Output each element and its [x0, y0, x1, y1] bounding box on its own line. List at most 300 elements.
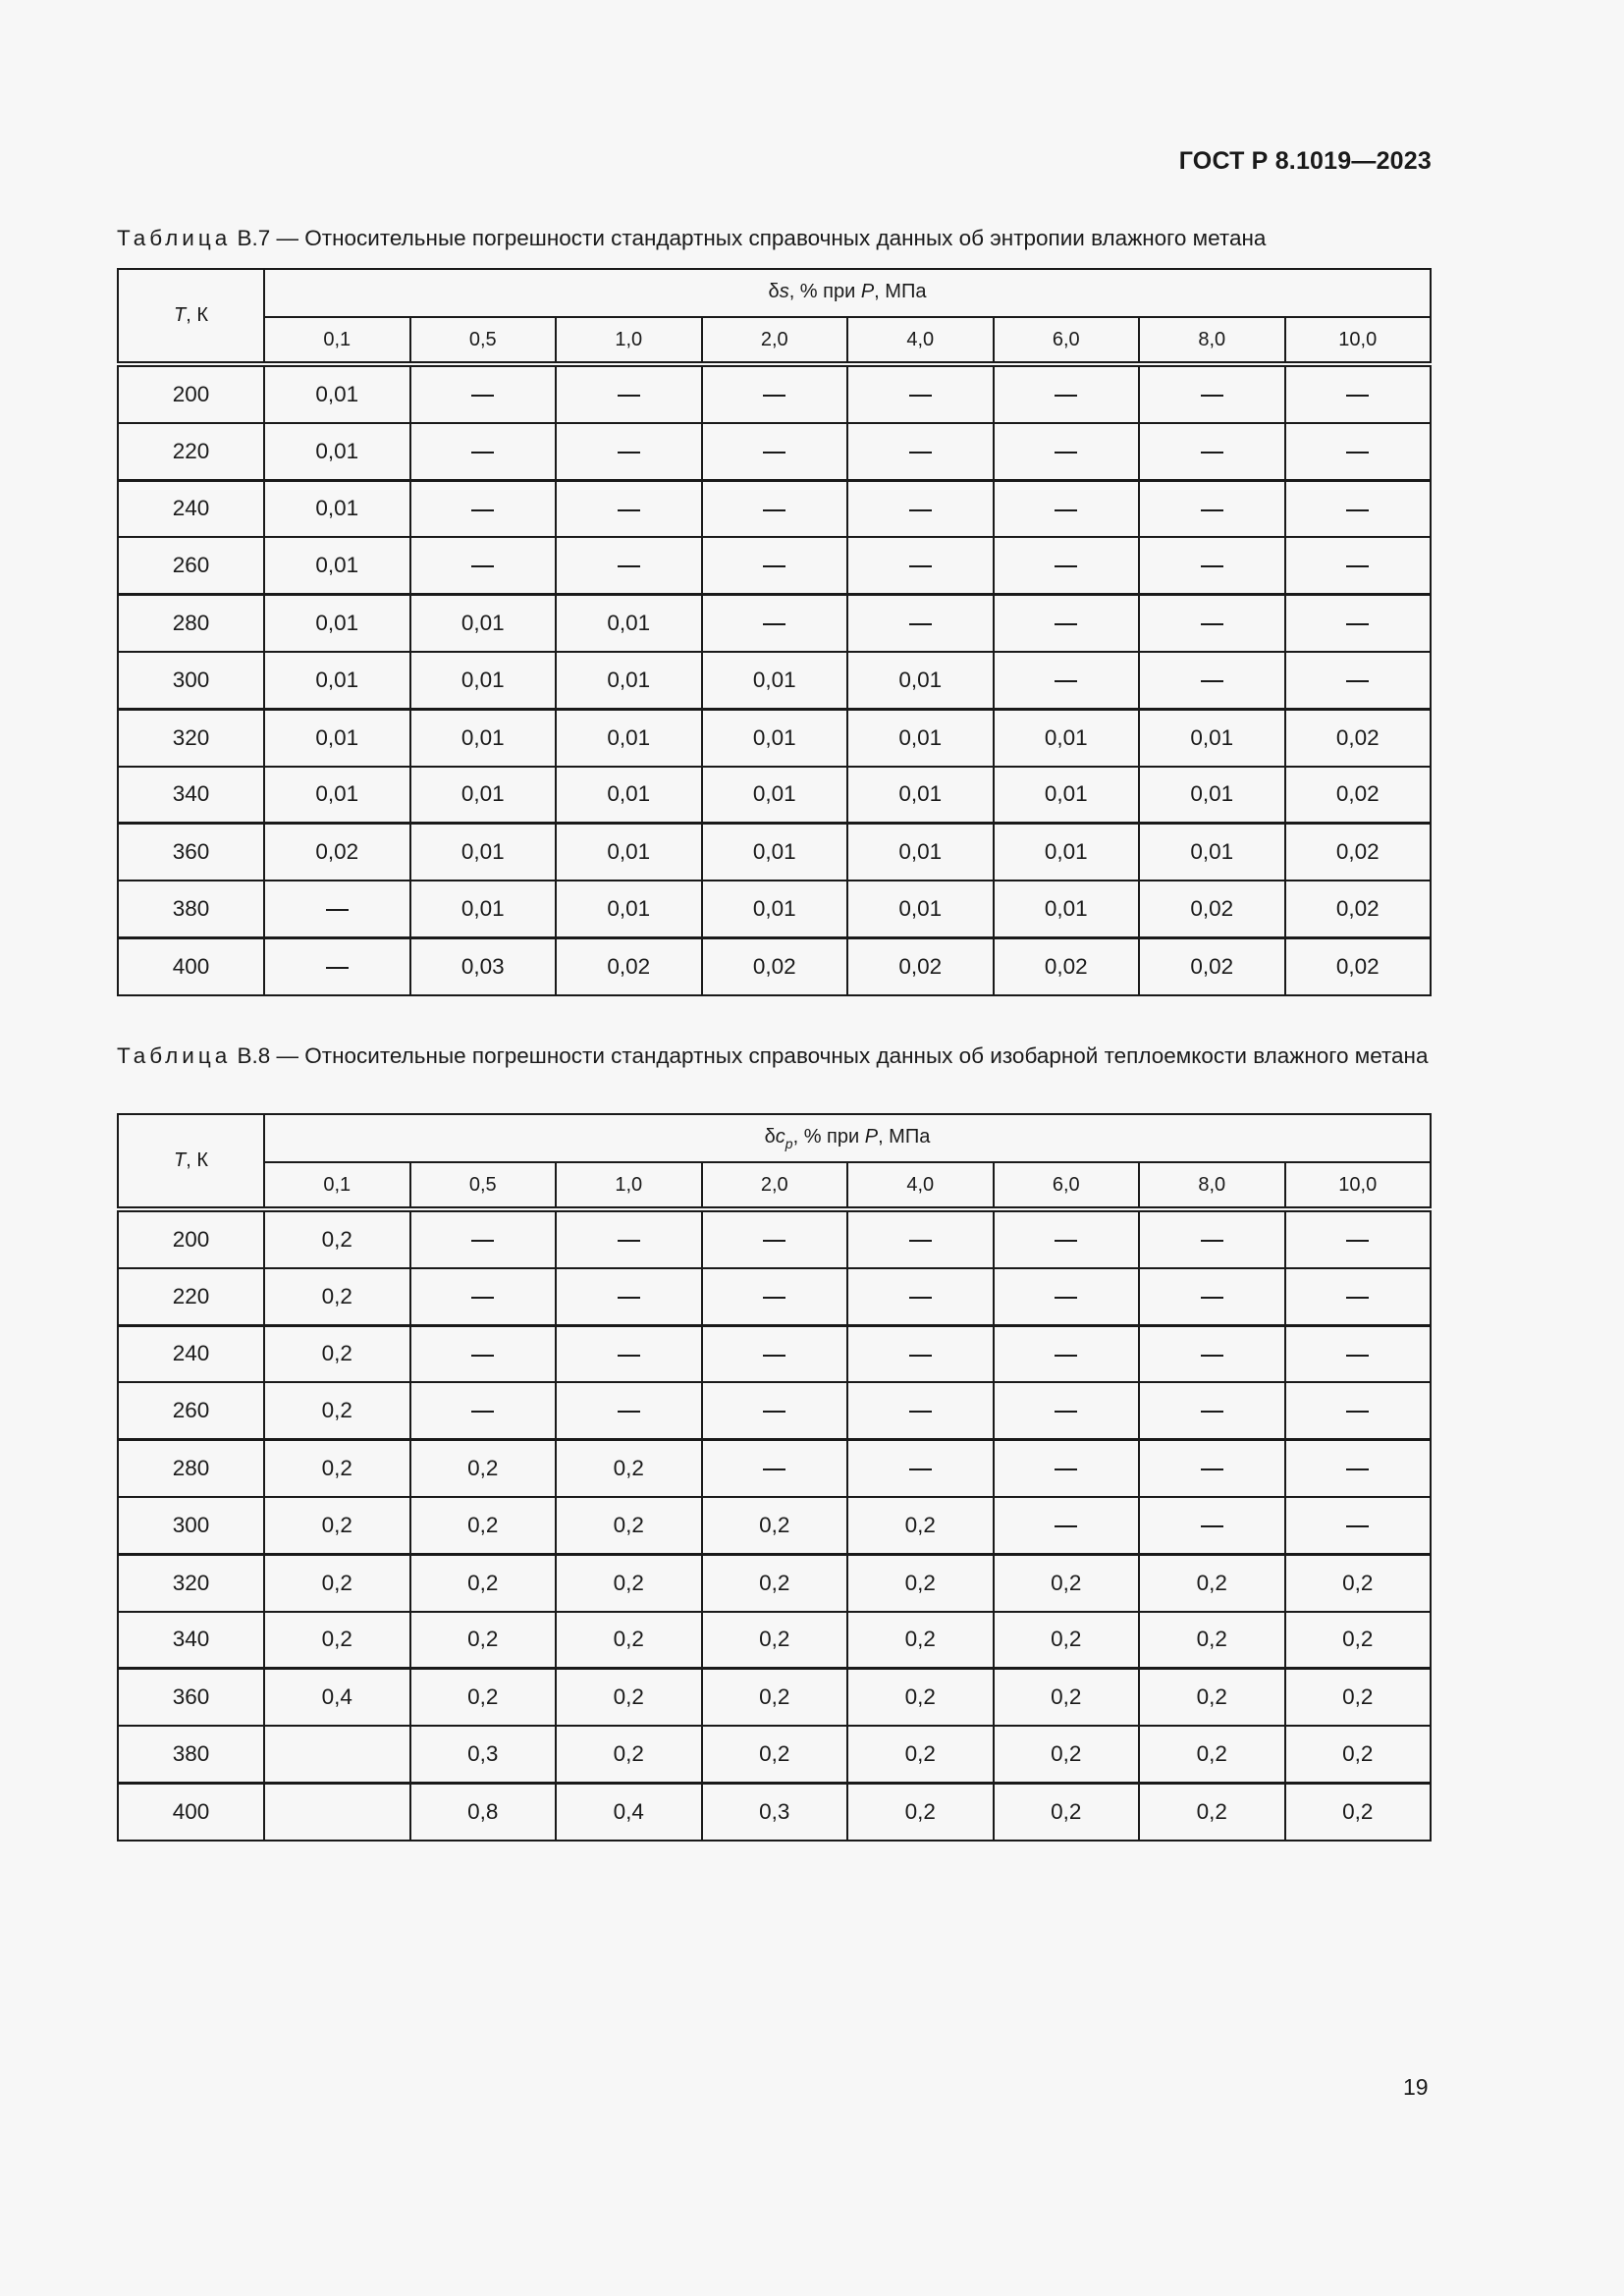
value-cell: 0,2	[1139, 1612, 1285, 1669]
temperature-cell: 320	[118, 1554, 264, 1611]
dash-no-data	[763, 509, 785, 511]
value-cell	[1285, 1268, 1432, 1325]
value-cell	[1139, 1268, 1285, 1325]
dash-no-data	[1055, 1525, 1077, 1527]
value-cell	[1139, 537, 1285, 594]
dash-no-data	[763, 1468, 785, 1470]
table-row	[118, 1554, 1431, 1611]
dash-no-data	[763, 395, 785, 397]
quantity-group-header	[264, 1114, 1431, 1162]
dash-no-data	[1201, 1525, 1223, 1527]
dash-no-data	[1055, 565, 1077, 567]
table-row	[118, 1440, 1431, 1497]
value-cell: 0,2	[1285, 1554, 1432, 1611]
dash-no-data	[1055, 395, 1077, 397]
header-row-pressures	[118, 317, 1431, 364]
value-cell	[702, 1209, 848, 1268]
value-cell	[994, 1497, 1140, 1554]
value-cell: 0,01	[994, 824, 1140, 881]
value-cell: 0,01	[556, 824, 702, 881]
value-cell	[1285, 652, 1432, 709]
value-cell: 0,2	[264, 1382, 410, 1439]
value-cell	[1139, 1325, 1285, 1382]
value-cell: 0,2	[847, 1669, 994, 1726]
dash-no-data	[1055, 1240, 1077, 1242]
pressure-header: 0,1	[264, 317, 410, 364]
value-cell: 0,02	[264, 824, 410, 881]
temperature-cell: 400	[118, 1783, 264, 1840]
table-row	[118, 480, 1431, 537]
value-cell: 0,01	[847, 767, 994, 824]
value-cell: 0,2	[264, 1268, 410, 1325]
value-cell: 0,2	[847, 1783, 994, 1840]
value-cell: 0,2	[410, 1440, 557, 1497]
value-cell	[410, 537, 557, 594]
value-cell: 0,2	[847, 1612, 994, 1669]
value-cell: 0,2	[410, 1669, 557, 1726]
table-row	[118, 1726, 1431, 1783]
value-cell: 0,01	[556, 595, 702, 652]
quantity-symbol: c	[775, 1125, 785, 1148]
table-row	[118, 1497, 1431, 1554]
table-row	[118, 1612, 1431, 1669]
value-cell: 0,2	[994, 1669, 1140, 1726]
dash-no-data	[1346, 623, 1369, 625]
dash-no-data	[1055, 680, 1077, 682]
pressure-header: 6,0	[994, 317, 1140, 364]
value-cell: 0,2	[410, 1497, 557, 1554]
value-cell: 0,2	[1139, 1554, 1285, 1611]
value-cell: 0,01	[994, 767, 1140, 824]
value-cell	[1139, 1440, 1285, 1497]
temperature-cell: 400	[118, 937, 264, 994]
value-cell: 0,2	[702, 1554, 848, 1611]
table-row	[118, 824, 1431, 881]
value-cell: 0,2	[847, 1554, 994, 1611]
dash-no-data	[1201, 1240, 1223, 1242]
value-cell: 0,2	[847, 1726, 994, 1783]
dash-no-data	[618, 452, 640, 454]
value-cell	[1285, 1440, 1432, 1497]
value-cell: 0,02	[994, 937, 1140, 994]
dash-no-data	[1346, 395, 1369, 397]
value-cell: 0,2	[1139, 1726, 1285, 1783]
value-cell: 0,2	[1139, 1783, 1285, 1840]
value-cell	[1139, 1382, 1285, 1439]
value-cell	[702, 1268, 848, 1325]
dash-no-data	[1346, 452, 1369, 454]
dash-no-data	[471, 509, 494, 511]
value-cell	[994, 364, 1140, 423]
dash-no-data	[618, 1411, 640, 1413]
value-cell	[1285, 364, 1432, 423]
quantity-symbol: s	[779, 280, 789, 302]
dash-no-data	[1055, 1355, 1077, 1357]
dash-no-data	[909, 565, 932, 567]
dash-no-data	[1346, 565, 1369, 567]
value-cell: 0,01	[847, 652, 994, 709]
dash-no-data	[763, 1355, 785, 1357]
pressure-unit: , МПа	[874, 280, 927, 302]
dash-no-data	[618, 565, 640, 567]
value-cell: 0,01	[264, 537, 410, 594]
value-cell: 0,2	[264, 1497, 410, 1554]
dash-no-data	[763, 1240, 785, 1242]
value-cell: 0,2	[556, 1554, 702, 1611]
value-cell: 0,2	[410, 1554, 557, 1611]
value-cell	[994, 1440, 1140, 1497]
value-cell	[994, 537, 1140, 594]
temperature-cell: 220	[118, 1268, 264, 1325]
value-cell: 0,01	[264, 709, 410, 766]
header-row-pressures	[118, 1162, 1431, 1209]
dash-no-data	[1346, 1355, 1369, 1357]
value-cell: 0,01	[556, 652, 702, 709]
dash-no-data	[909, 1355, 932, 1357]
pressure-header: 6,0	[994, 1162, 1140, 1209]
value-cell: 0,4	[264, 1669, 410, 1726]
value-cell	[994, 1209, 1140, 1268]
dash-no-data	[618, 1355, 640, 1357]
table-row	[118, 595, 1431, 652]
value-cell: 0,01	[702, 767, 848, 824]
pressure-header: 10,0	[1285, 317, 1432, 364]
value-cell	[847, 423, 994, 480]
value-cell: 0,2	[556, 1726, 702, 1783]
dash-no-data	[471, 565, 494, 567]
value-cell	[847, 595, 994, 652]
value-cell	[847, 1382, 994, 1439]
value-cell	[847, 1325, 994, 1382]
temperature-header	[118, 1114, 264, 1209]
value-cell	[410, 1325, 557, 1382]
dash-no-data	[1201, 1468, 1223, 1470]
quantity-group-header	[264, 269, 1431, 317]
pressure-unit: , МПа	[878, 1125, 931, 1148]
table-row	[118, 1209, 1431, 1268]
dash-no-data	[326, 909, 349, 911]
dash-no-data	[471, 452, 494, 454]
value-cell	[847, 1209, 994, 1268]
dash-no-data	[1201, 509, 1223, 511]
value-cell	[410, 1209, 557, 1268]
pressure-header: 2,0	[702, 317, 848, 364]
table-row	[118, 537, 1431, 594]
table-row	[118, 1669, 1431, 1726]
value-cell	[847, 364, 994, 423]
table-row	[118, 881, 1431, 937]
value-cell: 0,2	[1139, 1669, 1285, 1726]
group-header-text: , % при	[792, 1125, 865, 1148]
table-number: В.8	[237, 1043, 271, 1068]
value-cell: 0,3	[702, 1783, 848, 1840]
value-cell	[847, 480, 994, 537]
value-cell	[1139, 364, 1285, 423]
temperature-cell: 240	[118, 1325, 264, 1382]
value-cell	[702, 595, 848, 652]
value-cell: 0,01	[410, 595, 557, 652]
value-cell: 0,2	[1285, 1783, 1432, 1840]
dash-no-data	[763, 623, 785, 625]
pressure-header: 1,0	[556, 317, 702, 364]
value-cell: 0,01	[1139, 767, 1285, 824]
temperature-cell: 340	[118, 767, 264, 824]
value-cell: 0,2	[410, 1612, 557, 1669]
temperature-header	[118, 269, 264, 364]
value-cell: 0,2	[994, 1554, 1140, 1611]
dash-no-data	[326, 967, 349, 969]
table-row	[118, 1382, 1431, 1439]
dash-no-data	[1346, 509, 1369, 511]
table-row	[118, 652, 1431, 709]
dash-no-data	[1201, 452, 1223, 454]
dash-no-data	[763, 1411, 785, 1413]
table-row	[118, 1268, 1431, 1325]
pressure-header: 4,0	[847, 1162, 994, 1209]
temperature-cell: 280	[118, 595, 264, 652]
value-cell: 0,02	[702, 937, 848, 994]
dash-no-data	[909, 623, 932, 625]
value-cell	[556, 537, 702, 594]
value-cell	[847, 1268, 994, 1325]
dash-no-data	[909, 395, 932, 397]
value-cell: 0,2	[1285, 1726, 1432, 1783]
value-cell	[994, 1382, 1140, 1439]
dash-no-data	[909, 1411, 932, 1413]
dash-no-data	[909, 452, 932, 454]
value-cell: 0,2	[1285, 1612, 1432, 1669]
temperature-cell: 360	[118, 1669, 264, 1726]
dash-no-data	[1346, 1411, 1369, 1413]
pressure-header: 8,0	[1139, 1162, 1285, 1209]
temperature-cell: 280	[118, 1440, 264, 1497]
dash-no-data	[618, 1240, 640, 1242]
value-cell	[1285, 1325, 1432, 1382]
value-cell: 0,2	[702, 1669, 848, 1726]
value-cell	[1139, 480, 1285, 537]
table-number: В.7	[237, 226, 271, 250]
value-cell: 0,2	[994, 1612, 1140, 1669]
value-cell	[556, 1209, 702, 1268]
dash-no-data	[1201, 1297, 1223, 1299]
dash-no-data	[1055, 1411, 1077, 1413]
value-cell: 0,01	[847, 709, 994, 766]
value-cell: 0,2	[264, 1325, 410, 1382]
dash-no-data	[763, 565, 785, 567]
dash-no-data	[1055, 1297, 1077, 1299]
dash-no-data	[763, 1297, 785, 1299]
value-cell	[1285, 1382, 1432, 1439]
value-cell	[1285, 1209, 1432, 1268]
value-cell	[994, 652, 1140, 709]
value-cell	[847, 1440, 994, 1497]
value-cell: 0,01	[702, 824, 848, 881]
group-header-text: , % при	[788, 280, 861, 302]
temperature-cell: 220	[118, 423, 264, 480]
dash-no-data	[1201, 395, 1223, 397]
table-row	[118, 767, 1431, 824]
header-row-group	[118, 269, 1431, 317]
temperature-cell: 240	[118, 480, 264, 537]
value-cell	[702, 1382, 848, 1439]
temperature-cell: 300	[118, 652, 264, 709]
temperature-cell: 360	[118, 824, 264, 881]
value-cell	[264, 937, 410, 994]
table-title: — Относительные погрешности стандартных справочных данных об энтропии влажного метана	[270, 226, 1267, 250]
dash-no-data	[471, 1240, 494, 1242]
table-title: — Относительные погрешности стандартных справочных данных об изобарной теплоемкости влажного метана	[270, 1043, 1429, 1068]
value-cell	[264, 881, 410, 937]
table-row	[118, 423, 1431, 480]
pressure-header: 0,5	[410, 1162, 557, 1209]
dash-no-data	[618, 509, 640, 511]
dash-no-data	[763, 452, 785, 454]
table-row	[118, 937, 1431, 994]
value-cell: 0,01	[702, 709, 848, 766]
dash-no-data	[1346, 680, 1369, 682]
value-cell	[994, 423, 1140, 480]
table-row	[118, 1325, 1431, 1382]
dash-no-data	[471, 395, 494, 397]
value-cell: 0,01	[556, 881, 702, 937]
value-cell: 0,02	[1285, 709, 1432, 766]
temperature-unit: , К	[186, 304, 208, 326]
value-cell: 0,02	[1139, 881, 1285, 937]
value-cell: 0,01	[702, 652, 848, 709]
pressure-header: 4,0	[847, 317, 994, 364]
table-b7-caption	[117, 223, 1432, 254]
value-cell: 0,01	[264, 767, 410, 824]
value-cell: 0,01	[264, 595, 410, 652]
dash-no-data	[1346, 1468, 1369, 1470]
value-cell	[702, 1325, 848, 1382]
value-cell	[556, 1325, 702, 1382]
value-cell	[410, 480, 557, 537]
value-cell: 0,03	[410, 937, 557, 994]
value-cell	[1285, 423, 1432, 480]
dash-no-data	[471, 1411, 494, 1413]
value-cell: 0,2	[994, 1726, 1140, 1783]
value-cell	[264, 1726, 410, 1783]
value-cell	[264, 1783, 410, 1840]
table-row	[118, 364, 1431, 423]
value-cell: 0,2	[994, 1783, 1140, 1840]
dash-no-data	[909, 509, 932, 511]
quantity-subscript: p	[785, 1135, 793, 1151]
value-cell: 0,2	[264, 1209, 410, 1268]
page-number: 19	[1403, 2074, 1429, 2100]
value-cell	[556, 1268, 702, 1325]
value-cell: 0,01	[410, 767, 557, 824]
temperature-cell: 260	[118, 537, 264, 594]
value-cell: 0,3	[410, 1726, 557, 1783]
dash-no-data	[1346, 1525, 1369, 1527]
value-cell	[556, 480, 702, 537]
table-label: Таблица	[117, 226, 232, 250]
header-row-group	[118, 1114, 1431, 1162]
value-cell: 0,01	[264, 364, 410, 423]
temperature-cell: 380	[118, 881, 264, 937]
value-cell: 0,01	[410, 709, 557, 766]
value-cell	[994, 1325, 1140, 1382]
dash-no-data	[1201, 565, 1223, 567]
dash-no-data	[1055, 509, 1077, 511]
temperature-cell: 300	[118, 1497, 264, 1554]
value-cell: 0,01	[410, 881, 557, 937]
value-cell: 0,01	[264, 652, 410, 709]
dash-no-data	[909, 1297, 932, 1299]
value-cell: 0,01	[847, 881, 994, 937]
value-cell: 0,2	[702, 1726, 848, 1783]
value-cell: 0,2	[702, 1497, 848, 1554]
value-cell: 0,01	[264, 423, 410, 480]
table-b8-caption	[117, 1041, 1432, 1072]
pressure-header: 8,0	[1139, 317, 1285, 364]
dash-no-data	[1346, 1240, 1369, 1242]
value-cell	[1139, 652, 1285, 709]
pressure-header: 10,0	[1285, 1162, 1432, 1209]
dash-no-data	[909, 1240, 932, 1242]
value-cell	[410, 1268, 557, 1325]
value-cell: 0,4	[556, 1783, 702, 1840]
value-cell	[556, 1382, 702, 1439]
pressure-header: 2,0	[702, 1162, 848, 1209]
temperature-cell: 200	[118, 364, 264, 423]
value-cell	[1139, 595, 1285, 652]
dash-no-data	[909, 1468, 932, 1470]
value-cell: 0,2	[702, 1612, 848, 1669]
table-b8	[117, 1113, 1432, 1842]
value-cell: 0,02	[1285, 881, 1432, 937]
value-cell	[702, 423, 848, 480]
pressure-symbol: P	[864, 1125, 879, 1148]
value-cell: 0,02	[1285, 937, 1432, 994]
value-cell: 0,01	[1139, 709, 1285, 766]
value-cell	[702, 364, 848, 423]
value-cell: 0,2	[556, 1612, 702, 1669]
dash-no-data	[1201, 680, 1223, 682]
value-cell	[994, 595, 1140, 652]
value-cell: 0,2	[264, 1440, 410, 1497]
value-cell: 0,02	[1139, 937, 1285, 994]
pressure-symbol: P	[860, 280, 875, 302]
value-cell	[994, 1268, 1140, 1325]
dash-no-data	[1055, 623, 1077, 625]
dash-no-data	[1055, 1468, 1077, 1470]
temperature-unit: , К	[186, 1149, 208, 1171]
dash-no-data	[1201, 1411, 1223, 1413]
table-label: Таблица	[117, 1043, 232, 1068]
value-cell	[410, 364, 557, 423]
value-cell	[1285, 595, 1432, 652]
table-row	[118, 709, 1431, 766]
value-cell: 0,8	[410, 1783, 557, 1840]
value-cell	[410, 1382, 557, 1439]
temperature-symbol: T	[174, 1149, 187, 1171]
dash-no-data	[618, 1297, 640, 1299]
value-cell: 0,01	[994, 881, 1140, 937]
value-cell: 0,01	[847, 824, 994, 881]
dash-no-data	[618, 395, 640, 397]
dash-no-data	[1055, 452, 1077, 454]
value-cell	[556, 423, 702, 480]
temperature-cell: 380	[118, 1726, 264, 1783]
value-cell: 0,02	[556, 937, 702, 994]
value-cell: 0,01	[410, 824, 557, 881]
pressure-header: 0,1	[264, 1162, 410, 1209]
delta-symbol: δ	[768, 280, 780, 302]
value-cell	[702, 1440, 848, 1497]
